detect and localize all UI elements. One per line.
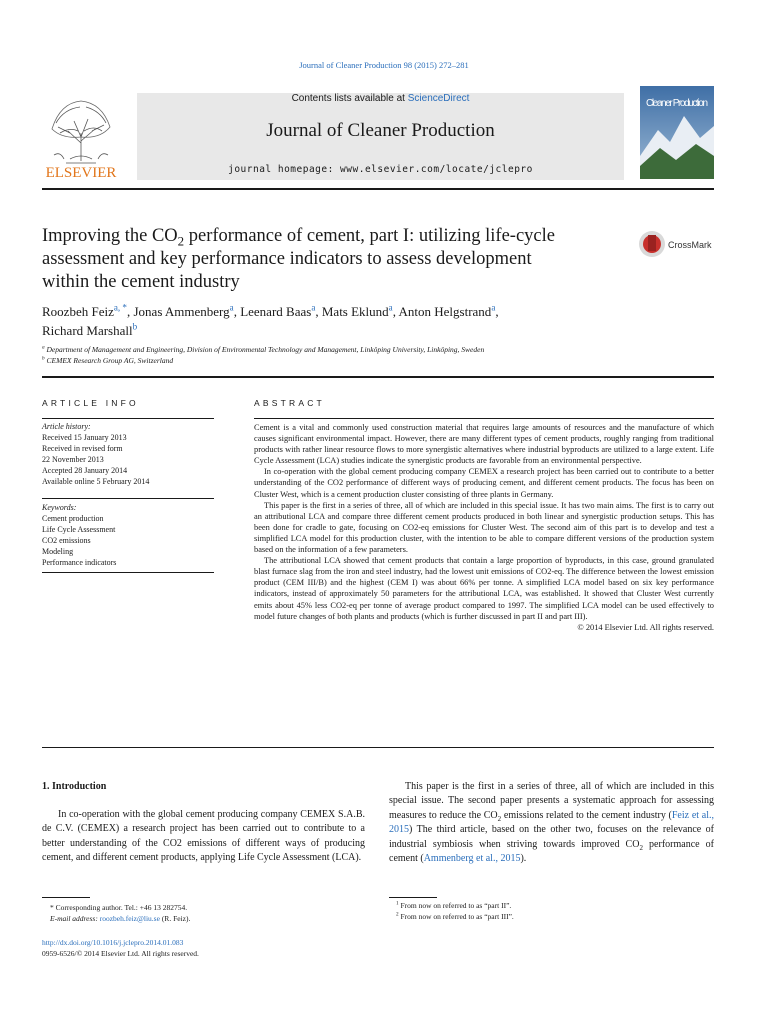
history-label: Article history: bbox=[42, 422, 91, 431]
divider bbox=[42, 498, 214, 499]
intro-column-2: This paper is the first in a series of three, all of which are included in this special issue. The second paper presents a systematic approach for assessing measures to reduce the $CO_2$ emissions related to the cement industry (Feiz et al., 2015) The third article, based on the other two, focuses on the relevance of industrial symbiosis when striving towards improved $CO_2$ performance of cement (Ammenberg et al., 2015). bbox=[389, 781, 714, 865]
history-item: Received in revised form bbox=[42, 444, 123, 453]
contents-line bbox=[137, 93, 624, 104]
affiliations: $^a$ Department of Management and Engineering, Division of Environmental Technology and Management, Linköping University, Linköping, Sweden $^b$ CEMEX Research Group AG, Switzerland bbox=[42, 344, 485, 365]
keyword-item: Cement production bbox=[42, 514, 104, 523]
footnote-rule bbox=[42, 897, 90, 898]
issn-line: 0959-6526/© 2014 Elsevier Ltd. All rights reserved. bbox=[42, 949, 199, 958]
history-item: Received 15 January 2013 bbox=[42, 433, 127, 442]
journal-homepage-link[interactable]: journal homepage: www.elsevier.com/locate/jclepro bbox=[228, 164, 533, 175]
author-name[interactable]: Leenard Baas bbox=[240, 304, 312, 319]
journal-reference-link[interactable]: Journal of Cleaner Production 98 (2015) 272–281 bbox=[299, 60, 469, 70]
paper-title: Improving the $CO_2$ performance of cement, part I: utilizing life-cycle assessment and key performance indicators to assess development within the cement industry bbox=[42, 226, 555, 292]
divider bbox=[254, 418, 714, 419]
elsevier-logo bbox=[40, 93, 122, 180]
author-name[interactable]: Richard Marshall bbox=[42, 323, 133, 338]
divider bbox=[42, 572, 214, 573]
doi-link[interactable]: http://dx.doi.org/10.1016/j.jclepro.2014.01.083 bbox=[42, 938, 184, 947]
corresponding-author-footnote: * Corresponding author. Tel.: +46 13 282754. E-mail address: roozbeh.feiz@liu.se (R. Feiz). bbox=[50, 903, 191, 923]
footnote-rule bbox=[389, 897, 437, 898]
author-name[interactable]: Mats Eklund bbox=[321, 304, 389, 319]
abstract-heading: ABSTRACT bbox=[254, 398, 325, 408]
title-rule bbox=[42, 376, 714, 378]
copyright-line: © 2014 Elsevier Ltd. All rights reserved. bbox=[577, 622, 714, 632]
history-item: 22 November 2013 bbox=[42, 455, 104, 464]
abstract-text bbox=[254, 422, 714, 633]
keyword-item: Performance indicators bbox=[42, 558, 117, 567]
abstract-paragraph: This paper is the first in a series of three, all of which are included in this special issue. It has two main aims. The first is to carry out an attributional LCA and compare three different cement products produced in both linear and synergistic production setups. This has been done for cradle to gate, focusing on CO2-eq emissions for Cluster West. The second aim of this part is to develop and test a simplified LCA model for this production cluster, with the intention to be able to compare different versions of the production system based on the information of a few parameters. bbox=[254, 500, 714, 555]
cover-title: Cleaner Production bbox=[646, 98, 708, 109]
abstract-paragraph: In co-operation with the global cement producing company CEMEX a research project has been carried out to contribute to a better understanding of the CO2 performance of different ways of producing cement, and different cement products. The focus has been on Cluster West, which is a cement production cluster consisting of three plants in Germany. bbox=[254, 467, 714, 499]
history-item: Accepted 28 January 2014 bbox=[42, 466, 128, 475]
citation-link[interactable]: Feiz et al., 2015 bbox=[389, 809, 714, 836]
article-history bbox=[42, 421, 214, 487]
author-name[interactable]: Roozbeh Feiz bbox=[42, 304, 114, 319]
elsevier-wordmark: ELSEVIER bbox=[45, 165, 117, 180]
abstract-paragraph: Cement is a vital and commonly used construction material that requires large amounts of resources and the manufacture of which causes significant environmental impact. However, there are many different types of cement products, roughly ranging from traditional products with rather linear resource flows to more synergistic alternatives where industrial byproducts are utilized to a large extent. Life Cycle Assessment (LCA) studies indicate the synergistic products are favorable from an environmental perspective. bbox=[254, 423, 714, 466]
author-name[interactable]: Anton Helgstrand bbox=[398, 304, 492, 319]
citation-link[interactable]: Ammenberg et al., 2015 bbox=[423, 853, 521, 865]
author-list: Roozbeh Feiz$^{a, *}$, Jonas Ammenberg$^a$, Leenard Baas$^a$, Mats Eklund$^a$, Anton Helgstrand$^a$, Richard Marshall$^b$ bbox=[42, 302, 499, 338]
header-rule bbox=[42, 188, 714, 190]
history-item: Available online 5 February 2014 bbox=[42, 477, 150, 486]
article-info-heading: ARTICLE INFO bbox=[42, 398, 139, 408]
author-name[interactable]: Jonas Ammenberg bbox=[133, 304, 230, 319]
journal-cover-image bbox=[640, 86, 714, 179]
footnotes-right: $^1$ From now on referred to as “part II”. $^2$ From now on referred to as “part III”. bbox=[396, 900, 514, 921]
keyword-item: Modeling bbox=[42, 547, 74, 556]
doi-block bbox=[42, 937, 372, 959]
keywords-label: Keywords: bbox=[42, 503, 77, 512]
keywords bbox=[42, 502, 214, 568]
crossmark-badge[interactable] bbox=[638, 229, 718, 259]
intro-column-1: In co-operation with the global cement producing company CEMEX S.A.B. de C.V. (CEMEX) a research project has been carried out to contribute to a better understanding of the CO2 emissions of different ways of producing cement, and different cement products, applying Life Cycle Assessment (LCA). bbox=[42, 809, 365, 864]
affiliation-b: CEMEX Research Group AG, Switzerland bbox=[46, 356, 174, 365]
sciencedirect-link[interactable]: ScienceDirect bbox=[407, 93, 470, 104]
affiliation-a: Department of Management and Engineering, Division of Environmental Technology and Management, Linköping University, Linköping, Sweden bbox=[46, 345, 485, 354]
email-link[interactable]: roozbeh.feiz@liu.se bbox=[99, 914, 160, 923]
footnote-1: From now on referred to as “part II”. bbox=[400, 901, 512, 910]
divider bbox=[42, 418, 214, 419]
abstract-paragraph: The attributional LCA showed that cement products that contain a large proportion of byproducts, in this case, ground granulated blast furnace slag from the iron and steel industry, had the lowest unit emissions of CO2-eq. The difference between the lowest emission product (CEM III/B) and the highest (CEM I) was about 66% per tonne. A simplified LCA model based on six key performance indicators, instead of approximately 50 parameters for the attributional LCA, was established. It showed that Cluster West currently emits about 45% less CO2-eq per tonne of average product compared to 1997. The simplified LCA model can be used effectively to model future changes of both plants and products (which is further discussed in part II and part III). bbox=[254, 556, 714, 621]
keyword-item: Life Cycle Assessment bbox=[42, 525, 116, 534]
footnote-2: From now on referred to as “part III”. bbox=[400, 912, 514, 921]
journal-title: Journal of Cleaner Production bbox=[266, 120, 495, 141]
divider bbox=[42, 747, 714, 748]
crossmark-label: CrossMark bbox=[668, 240, 712, 250]
keyword-item: CO2 emissions bbox=[42, 536, 91, 545]
section-heading-introduction: 1. Introduction bbox=[42, 781, 107, 792]
contents-prefix: Contents lists available at bbox=[291, 93, 408, 104]
